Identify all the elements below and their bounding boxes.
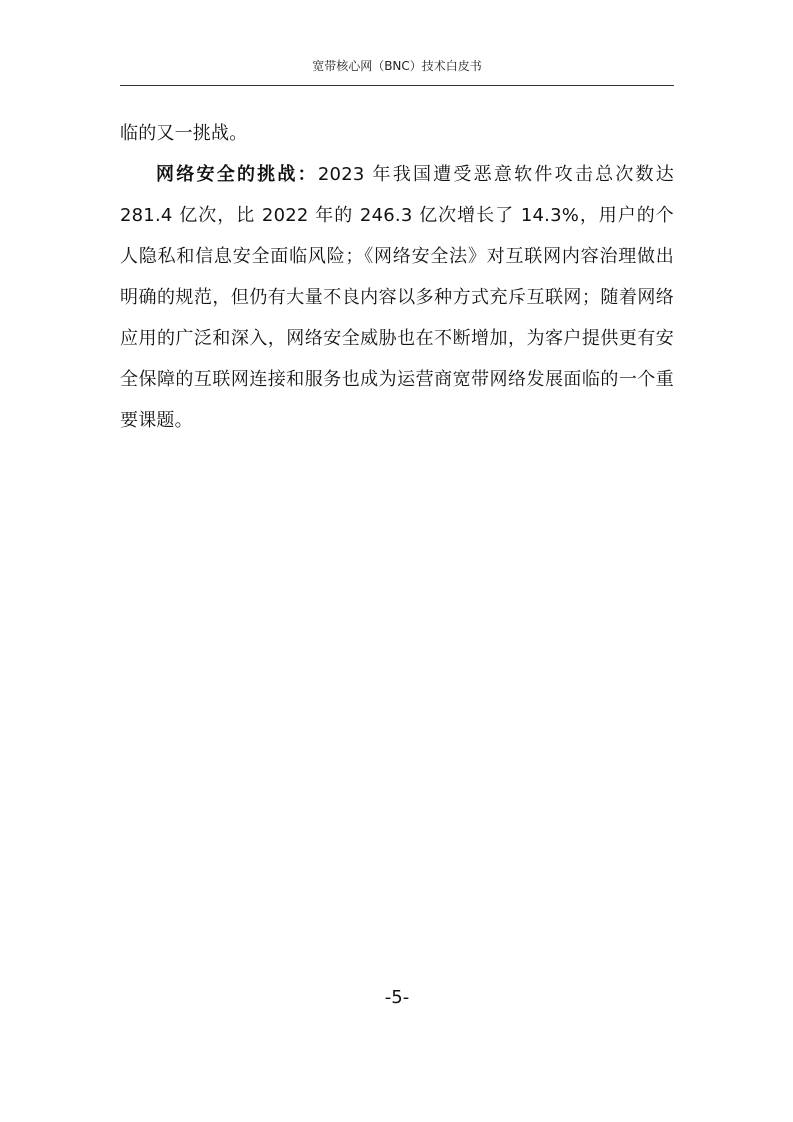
running-header-title: 宽带核心网（BNC）技术白皮书: [312, 59, 482, 73]
document-body: [120, 113, 674, 441]
header-divider: [120, 85, 674, 86]
section-body-text: 2023 年我国遭受恶意软件攻击总次数达 281.4 亿次，比 2022 年的 246.3 亿次增长了 14.3%，用户的个人隐私和信息安全面临风险；《网络安全法》对互联网内容治理做出明确的规范，但仍有大量不良内容以多种方式充斥互联网；随着网络应用的广泛和深入，网络安全威胁也在不断增加，为客户提供更有安全保障的互联网连接和服务也成为运营商宽带网络发展面临的一个重要课题。: [120, 164, 674, 431]
section-lead-heading: 网络安全的挑战：: [156, 164, 318, 185]
continuation-paragraph: 临的又一挑战。: [120, 123, 248, 144]
page-number: -5-: [384, 987, 410, 1008]
network-security-paragraph: [120, 154, 674, 441]
